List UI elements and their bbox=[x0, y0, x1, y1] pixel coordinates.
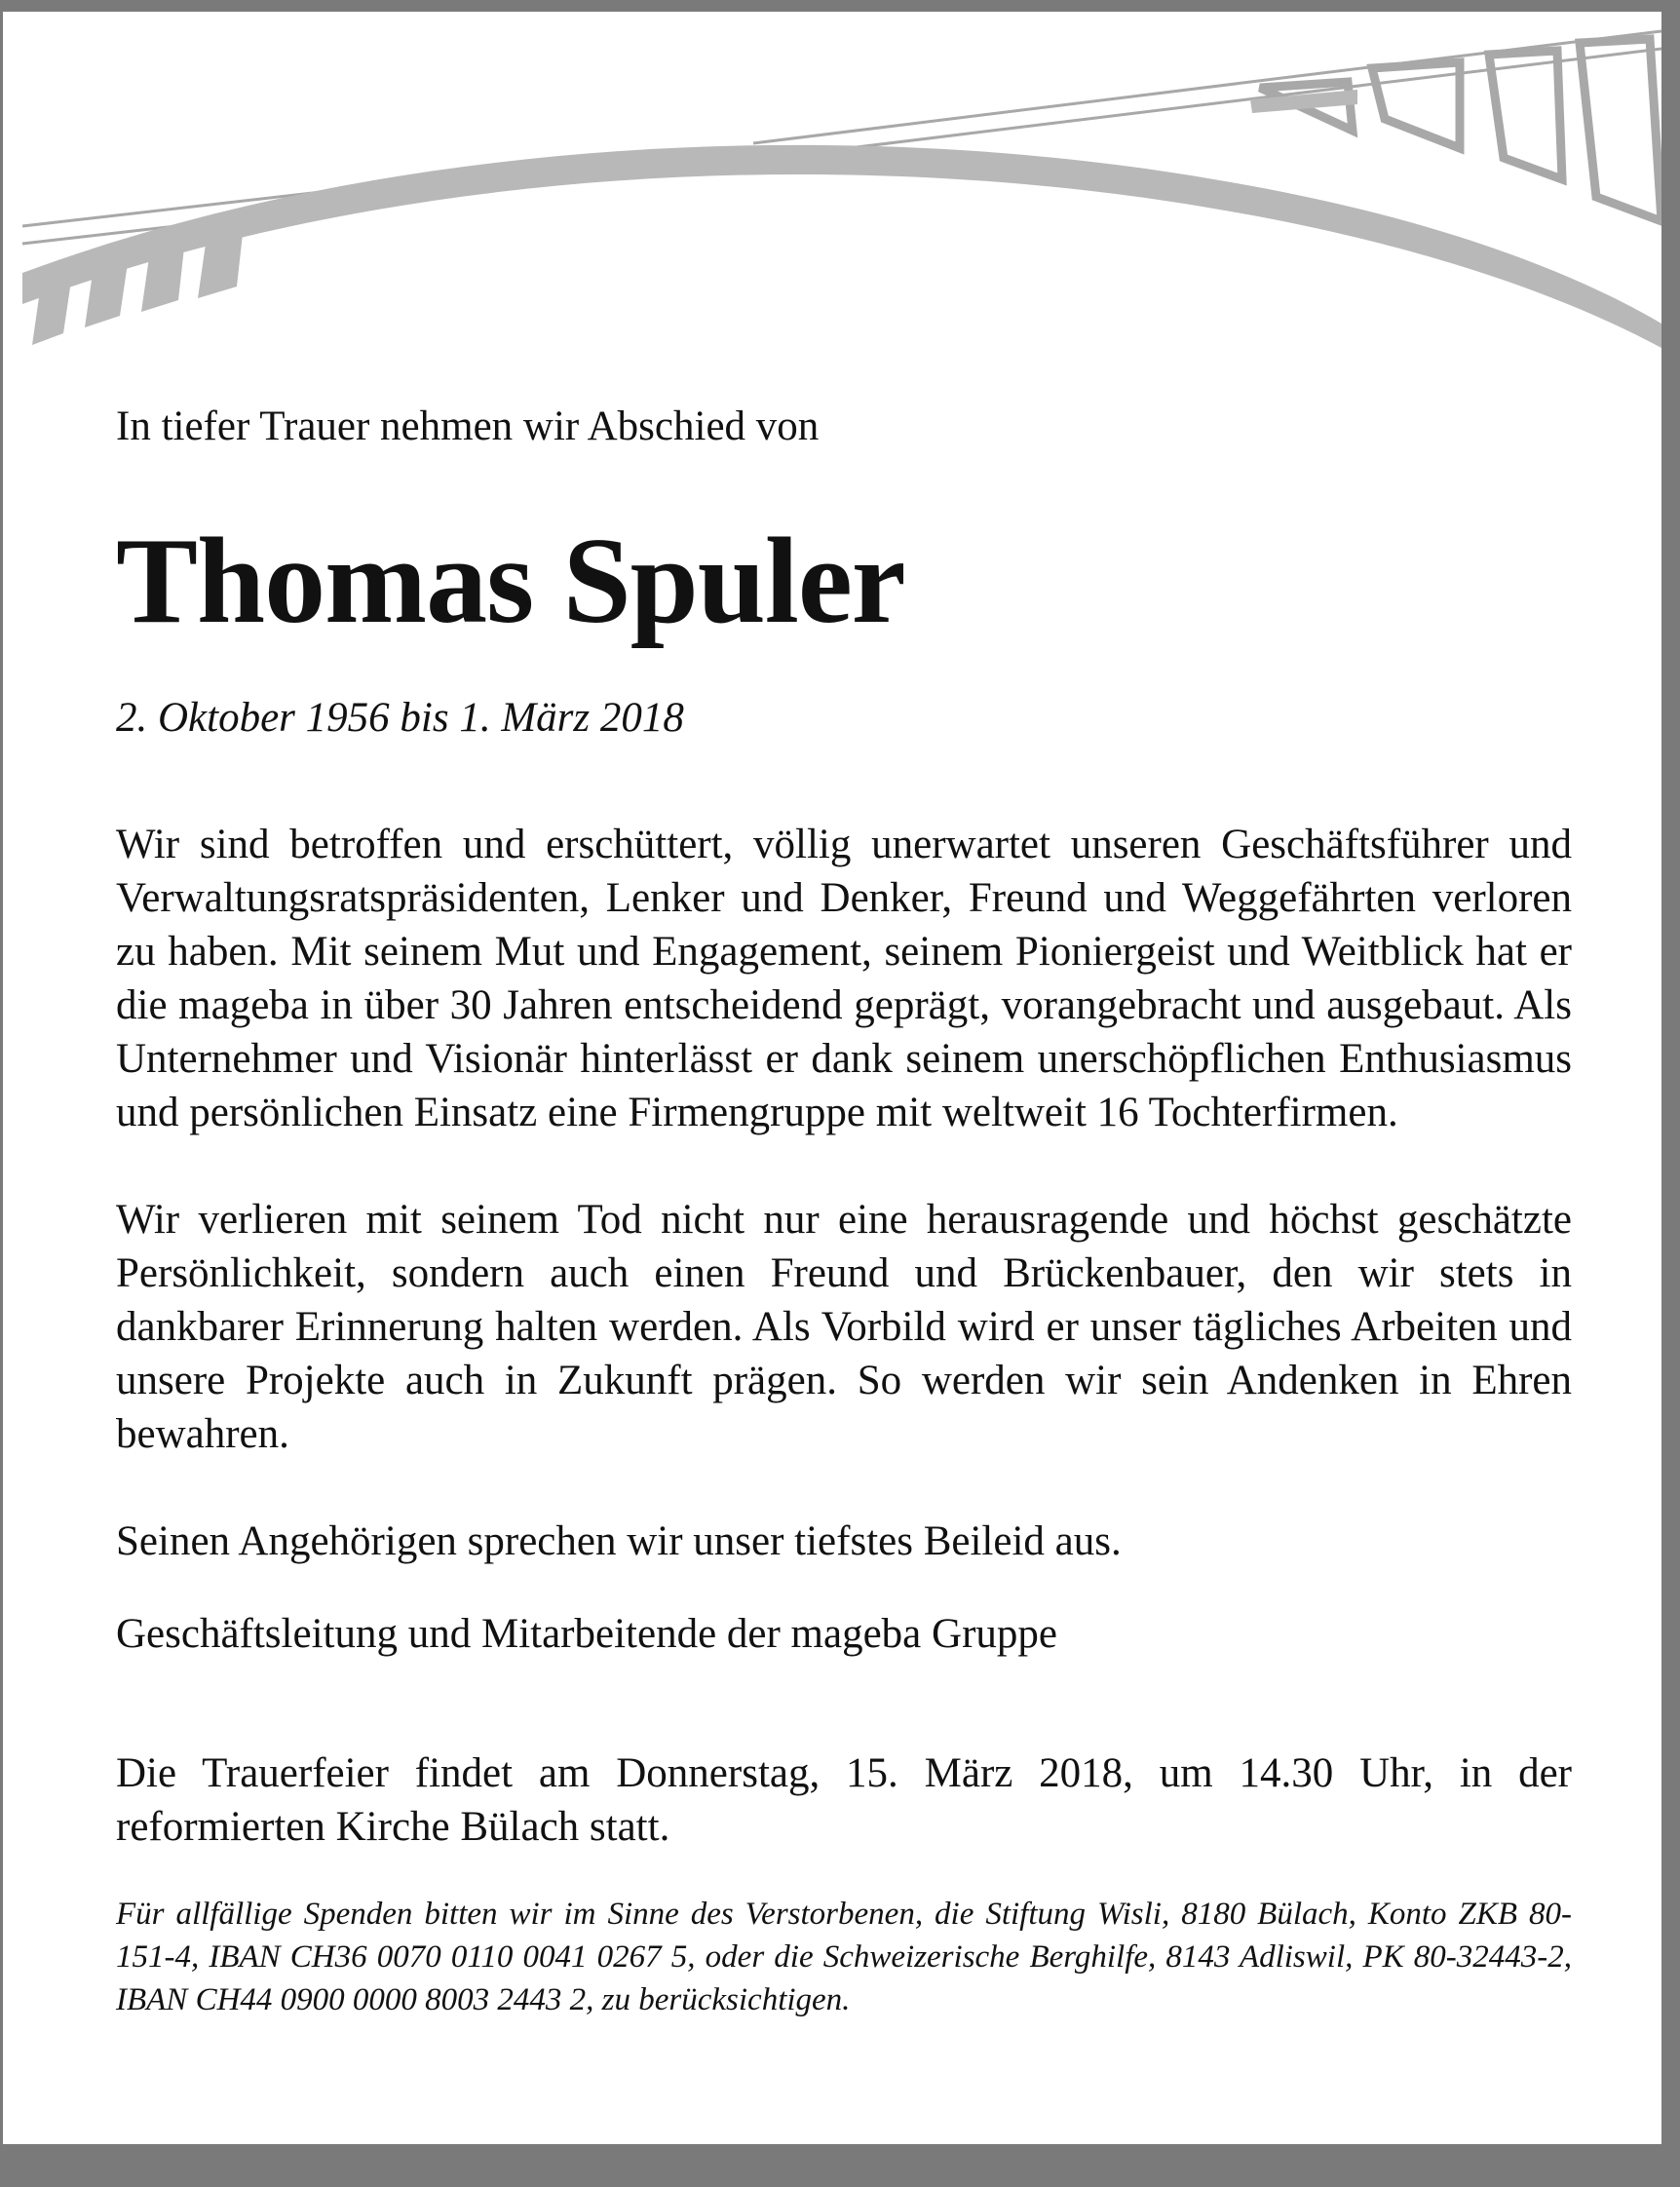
notice-sheet bbox=[3, 12, 1661, 2144]
bridge-arch bbox=[22, 145, 1661, 348]
donation-info: Für allfällige Spenden bitten wir im Sinne des Verstorbenen, die Stiftung Wisli, 8180 Bülach, Konto ZKB 80-151-4, IBAN CH36 0070 0110 0041 0267 5, oder die Schweizerische Berghilfe, 8143 Adliswil, PK 80-32443-2, IBAN CH44 0900 0000 8003 2443 2, zu berücksichtigen. bbox=[116, 1896, 1572, 2017]
life-dates: 2. Oktober 1956 bis 1. März 2018 bbox=[116, 694, 684, 741]
signature-line: Geschäftsleitung und Mitarbeitende der mageba Gruppe bbox=[116, 1610, 1057, 1657]
intro-line: In tiefer Trauer nehmen wir Abschied von bbox=[116, 403, 820, 449]
funeral-info: Die Trauerfeier findet am Donnerstag, 15. März 2018, um 14.30 Uhr, in der reformierten Kirche Bülach statt. bbox=[116, 1749, 1572, 1850]
condolence-line: Seinen Angehörigen sprechen wir unser tiefstes Beileid aus. bbox=[116, 1517, 1122, 1564]
bridge-piers-right bbox=[1260, 39, 1661, 221]
notice-content bbox=[116, 402, 1572, 2021]
tribute-paragraph-1: Wir sind betroffen und erschüttert, völlig unerwartet unseren Geschäftsführer und Verwaltungsratspräsidenten, Lenker und Denker, Freund und Weggefährten verloren zu haben. Mit seinem Mut und Engagement, seinem Pioniergeist und Weitblick hat er die mageba in über 30 Jahren entscheidend geprägt, vorangebracht und ausgebaut. Als Unternehmer und Visionär hinterlässt er dank seinem unerschöpflichen Enthusiasmus und persönlichen Einsatz eine Firmengruppe mit weltweit 16 Tochterfirmen. bbox=[116, 821, 1572, 1135]
deceased-name: Thomas Spuler bbox=[116, 513, 905, 649]
arch-bridge-graphic bbox=[3, 12, 1661, 372]
tribute-paragraph-2: Wir verlieren mit seinem Tod nicht nur eine herausragende und höchst geschätzte Persönlichkeit, sondern auch einen Freund und Brückenbauer, den wir stets in dankbarer Erinnerung halten werden. Als Vorbild wird er unser tägliches Arbeiten und unsere Projekte auch in Zukunft prägen. So werden wir sein Andenken in Ehren bewahren. bbox=[116, 1196, 1572, 1457]
